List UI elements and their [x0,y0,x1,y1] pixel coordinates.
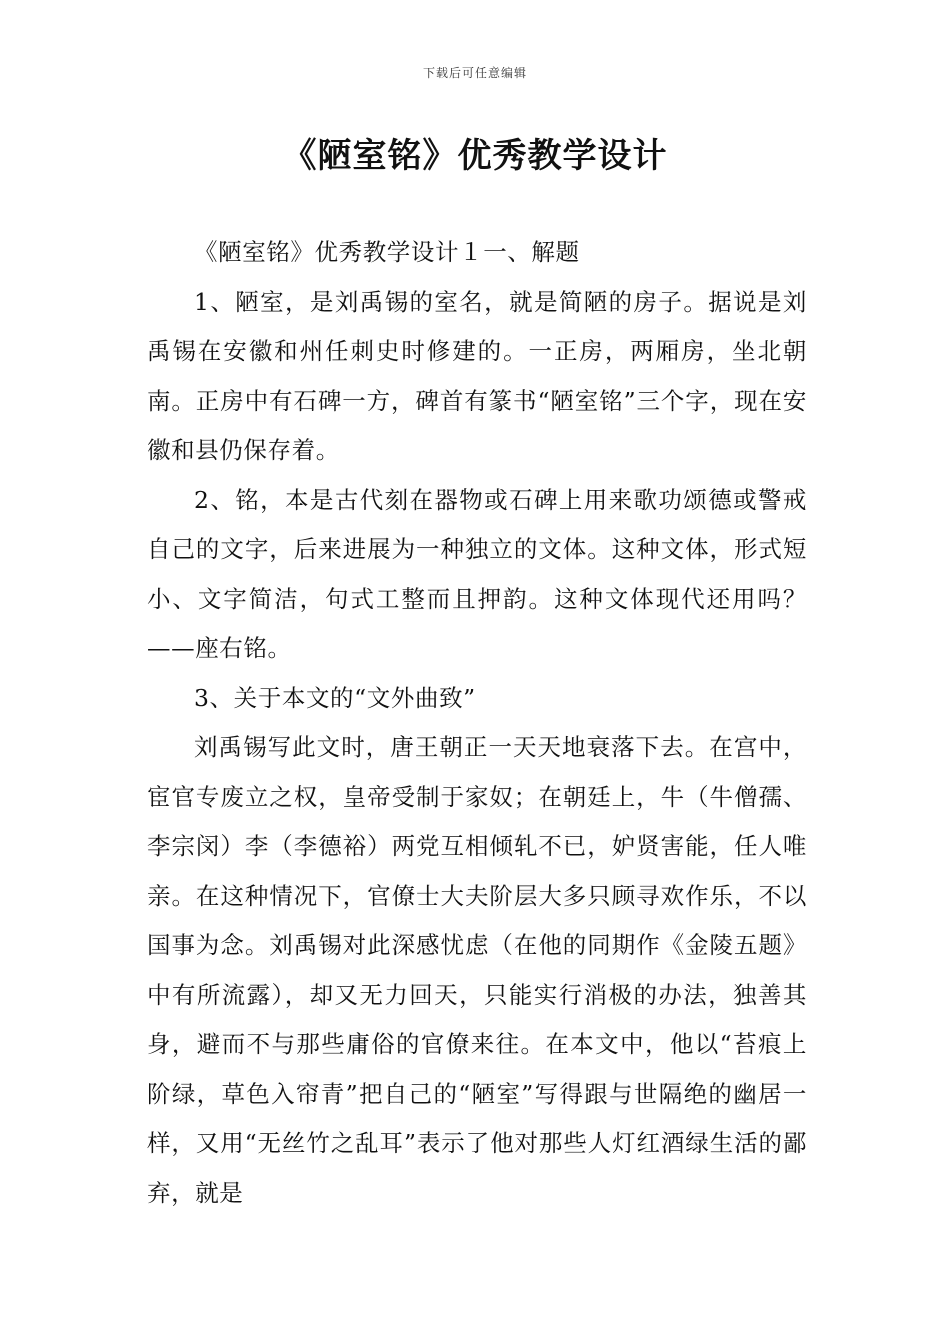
document-body [147,228,807,1218]
paragraph-2: 2、铭，本是古代刻在器物或石碑上用来歌功颂德或警戒自己的文字，后来进展为一种独立的文体。这种文体，形式短小、文字简洁，句式工整而且押韵。这种文体现代还用吗？——座右铭。 [147,485,807,662]
paragraph-intro-heading: 《陋室铭》优秀教学设计１一、解题 [194,238,580,266]
header-note: 下载后可任意编辑 [422,66,527,80]
paragraph-3-heading: 3、关于本文的“文外曲致” [194,683,476,712]
document-title: 《陋室铭》优秀教学设计 [282,136,668,176]
paragraph-1: 1、陋室，是刘禹锡的室名，就是简陋的房子。据说是刘禹锡在安徽和州任刺史时修建的。一正房，两厢房，坐北朝南。正房中有石碑一方，碑首有篆书“陋室铭”三个字，现在安徽和县仍保存着。 [147,287,807,464]
paragraph-4: 刘禹锡写此文时，唐王朝正一天天地衰落下去。在宫中，宦官专废立之权，皇帝受制于家奴；在朝廷上，牛（牛僧孺、李宗闵）李（李德裕）两党互相倾轧不已，妒贤害能，任人唯亲。在这种情况下，官僚士大夫阶层大多只顾寻欢作乐，不以国事为念。刘禹锡对此深感忧虑（在他的同期作《金陵五题》中有所流露），却又无力回天，只能实行消极的办法，独善其身，避而不与那些庸俗的官僚来往。在本文中，他以“苔痕上阶绿，草色入帘青”把自己的“陋室”写得跟与世隔绝的幽居一样，又用“无丝竹之乱耳”表示了他对那些人灯红酒绿生活的鄙弃，就是 [147,733,807,1207]
